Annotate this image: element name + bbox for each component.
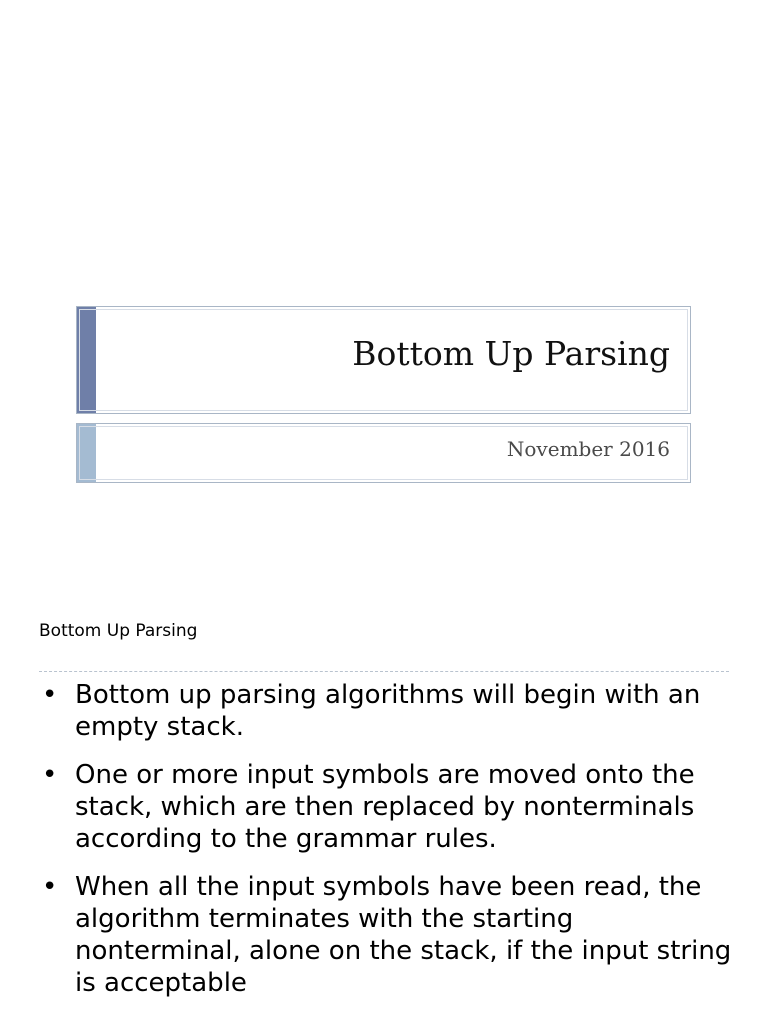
bullet-text: Bottom up parsing algorithms will begin with an empty stack. bbox=[75, 680, 701, 742]
bullet-dot-icon: • bbox=[42, 680, 58, 710]
title-accent-bar bbox=[77, 307, 96, 413]
dashed-divider bbox=[39, 671, 729, 672]
bullet-item bbox=[40, 759, 740, 855]
slide-title: Bottom Up Parsing bbox=[352, 334, 670, 373]
slide-subtitle-date: November 2016 bbox=[506, 437, 670, 461]
bullet-text: One or more input symbols are moved onto the stack, which are then replaced by nonterminals according to the grammar rules. bbox=[75, 760, 695, 854]
subtitle-accent-bar bbox=[77, 424, 96, 482]
bullet-item bbox=[40, 871, 740, 999]
content-slide-label: Bottom Up Parsing bbox=[39, 621, 198, 641]
bullet-dot-icon: • bbox=[42, 872, 58, 902]
title-box bbox=[76, 306, 691, 414]
bullet-item bbox=[40, 679, 740, 743]
bullet-dot-icon: • bbox=[42, 760, 58, 790]
bullet-list bbox=[40, 679, 740, 1015]
bullet-text: When all the input symbols have been read, the algorithm terminates with the starting nonterminal, alone on the stack, if the input string is acceptable bbox=[75, 872, 732, 998]
subtitle-box bbox=[76, 423, 691, 483]
